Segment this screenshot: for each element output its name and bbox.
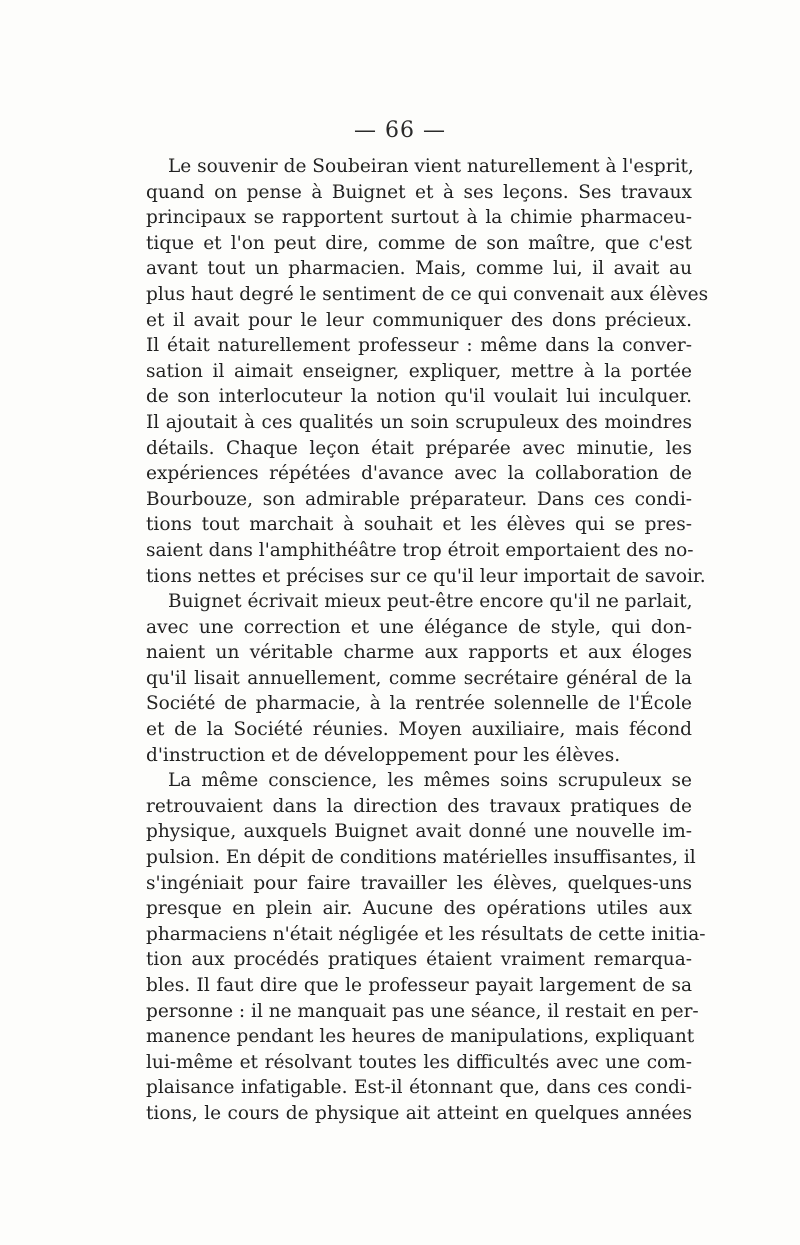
text-line: saient dans l'amphithéâtre trop étroit emportaient des no- (146, 539, 694, 561)
text-line: plaisance infatigable. Est-il étonnant que, dans ces condi- (146, 1077, 692, 1099)
text-line: Il était naturellement professeur : même dans la conver- (146, 335, 692, 357)
text-line: sation il aimait enseigner, expliquer, mettre à la portée (146, 360, 692, 382)
text-line: manence pendant les heures de manipulations, expliquant (146, 1026, 695, 1048)
text-line: retrouvaient dans la direction des travaux pratiques de (146, 795, 692, 817)
text-line: de son interlocuteur la notion qu'il voulait lui inculquer. (146, 386, 692, 408)
text-line: tion aux procédés pratiques étaient vraiment remarqua- (146, 949, 692, 971)
text-line: tique et l'on peut dire, comme de son maître, que c'est (146, 232, 692, 254)
text-line: Bourbouze, son admirable préparateur. Dans ces condi- (146, 488, 692, 510)
text-line: pharmaciens n'était négligée et les résultats de cette initia- (146, 923, 706, 945)
text-line: d'instruction et de développement pour les élèves. (146, 744, 621, 766)
text-line: pulsion. En dépit de conditions matérielles insuffisantes, il (146, 847, 696, 869)
page-number: — 66 — (354, 118, 446, 143)
text-line: tions nettes et précises sur ce qu'il leur importait de savoir. (146, 565, 706, 587)
text-line: bles. Il faut dire que le professeur payait largement de sa (146, 975, 692, 996)
text-line: personne : il ne manquait pas une séance, il restait en per- (146, 1000, 699, 1022)
text-line: et de la Société réunies. Moyen auxiliaire, mais fécond (146, 719, 692, 741)
text-line: Le souvenir de Soubeiran vient naturellement à l'esprit, (168, 156, 694, 177)
text-line: tions tout marchait à souhait et les élèves qui se pres- (146, 514, 692, 536)
text-line: détails. Chaque leçon était préparée avec minutie, les (146, 437, 692, 459)
text-line: presque en plein air. Aucune des opérations utiles aux (146, 898, 692, 920)
text-line: avant tout un pharmacien. Mais, comme lui, il avait au (146, 258, 692, 280)
text-line: s'ingéniait pour faire travailler les élèves, quelques-uns (146, 872, 692, 894)
text-line: principaux se rapportent surtout à la chimie pharmaceu- (146, 207, 692, 229)
text-line: quand on pense à Buignet et à ses leçons. Ses travaux (146, 181, 692, 203)
text-line: avec une correction et une élégance de style, qui don- (146, 616, 692, 638)
text-line: qu'il lisait annuellement, comme secrétaire général de la (146, 667, 692, 689)
body-text (146, 154, 709, 1127)
text-line: physique, auxquels Buignet avait donné une nouvelle im- (146, 821, 692, 843)
text-line: naient un véritable charme aux rapports et aux éloges (146, 642, 692, 664)
text-line: Société de pharmacie, à la rentrée solennelle de l'École (146, 693, 692, 715)
text-line: tions, le cours de physique ait atteint en quelques années (146, 1102, 692, 1124)
text-line: et il avait pour le leur communiquer des dons précieux. (146, 309, 692, 331)
text-line: lui-même et résolvant toutes les difficultés avec une com- (146, 1051, 692, 1073)
text-line: plus haut degré le sentiment de ce qui convenait aux élèves (146, 283, 709, 305)
text-line: expériences répétées d'avance avec la collaboration de (146, 463, 692, 485)
text-line: La même conscience, les mêmes soins scrupuleux se (168, 770, 692, 792)
text-line: Il ajoutait à ces qualités un soin scrupuleux des moindres (146, 411, 692, 433)
text-line: Buignet écrivait mieux peut-être encore qu'il ne parlait, (168, 591, 693, 613)
